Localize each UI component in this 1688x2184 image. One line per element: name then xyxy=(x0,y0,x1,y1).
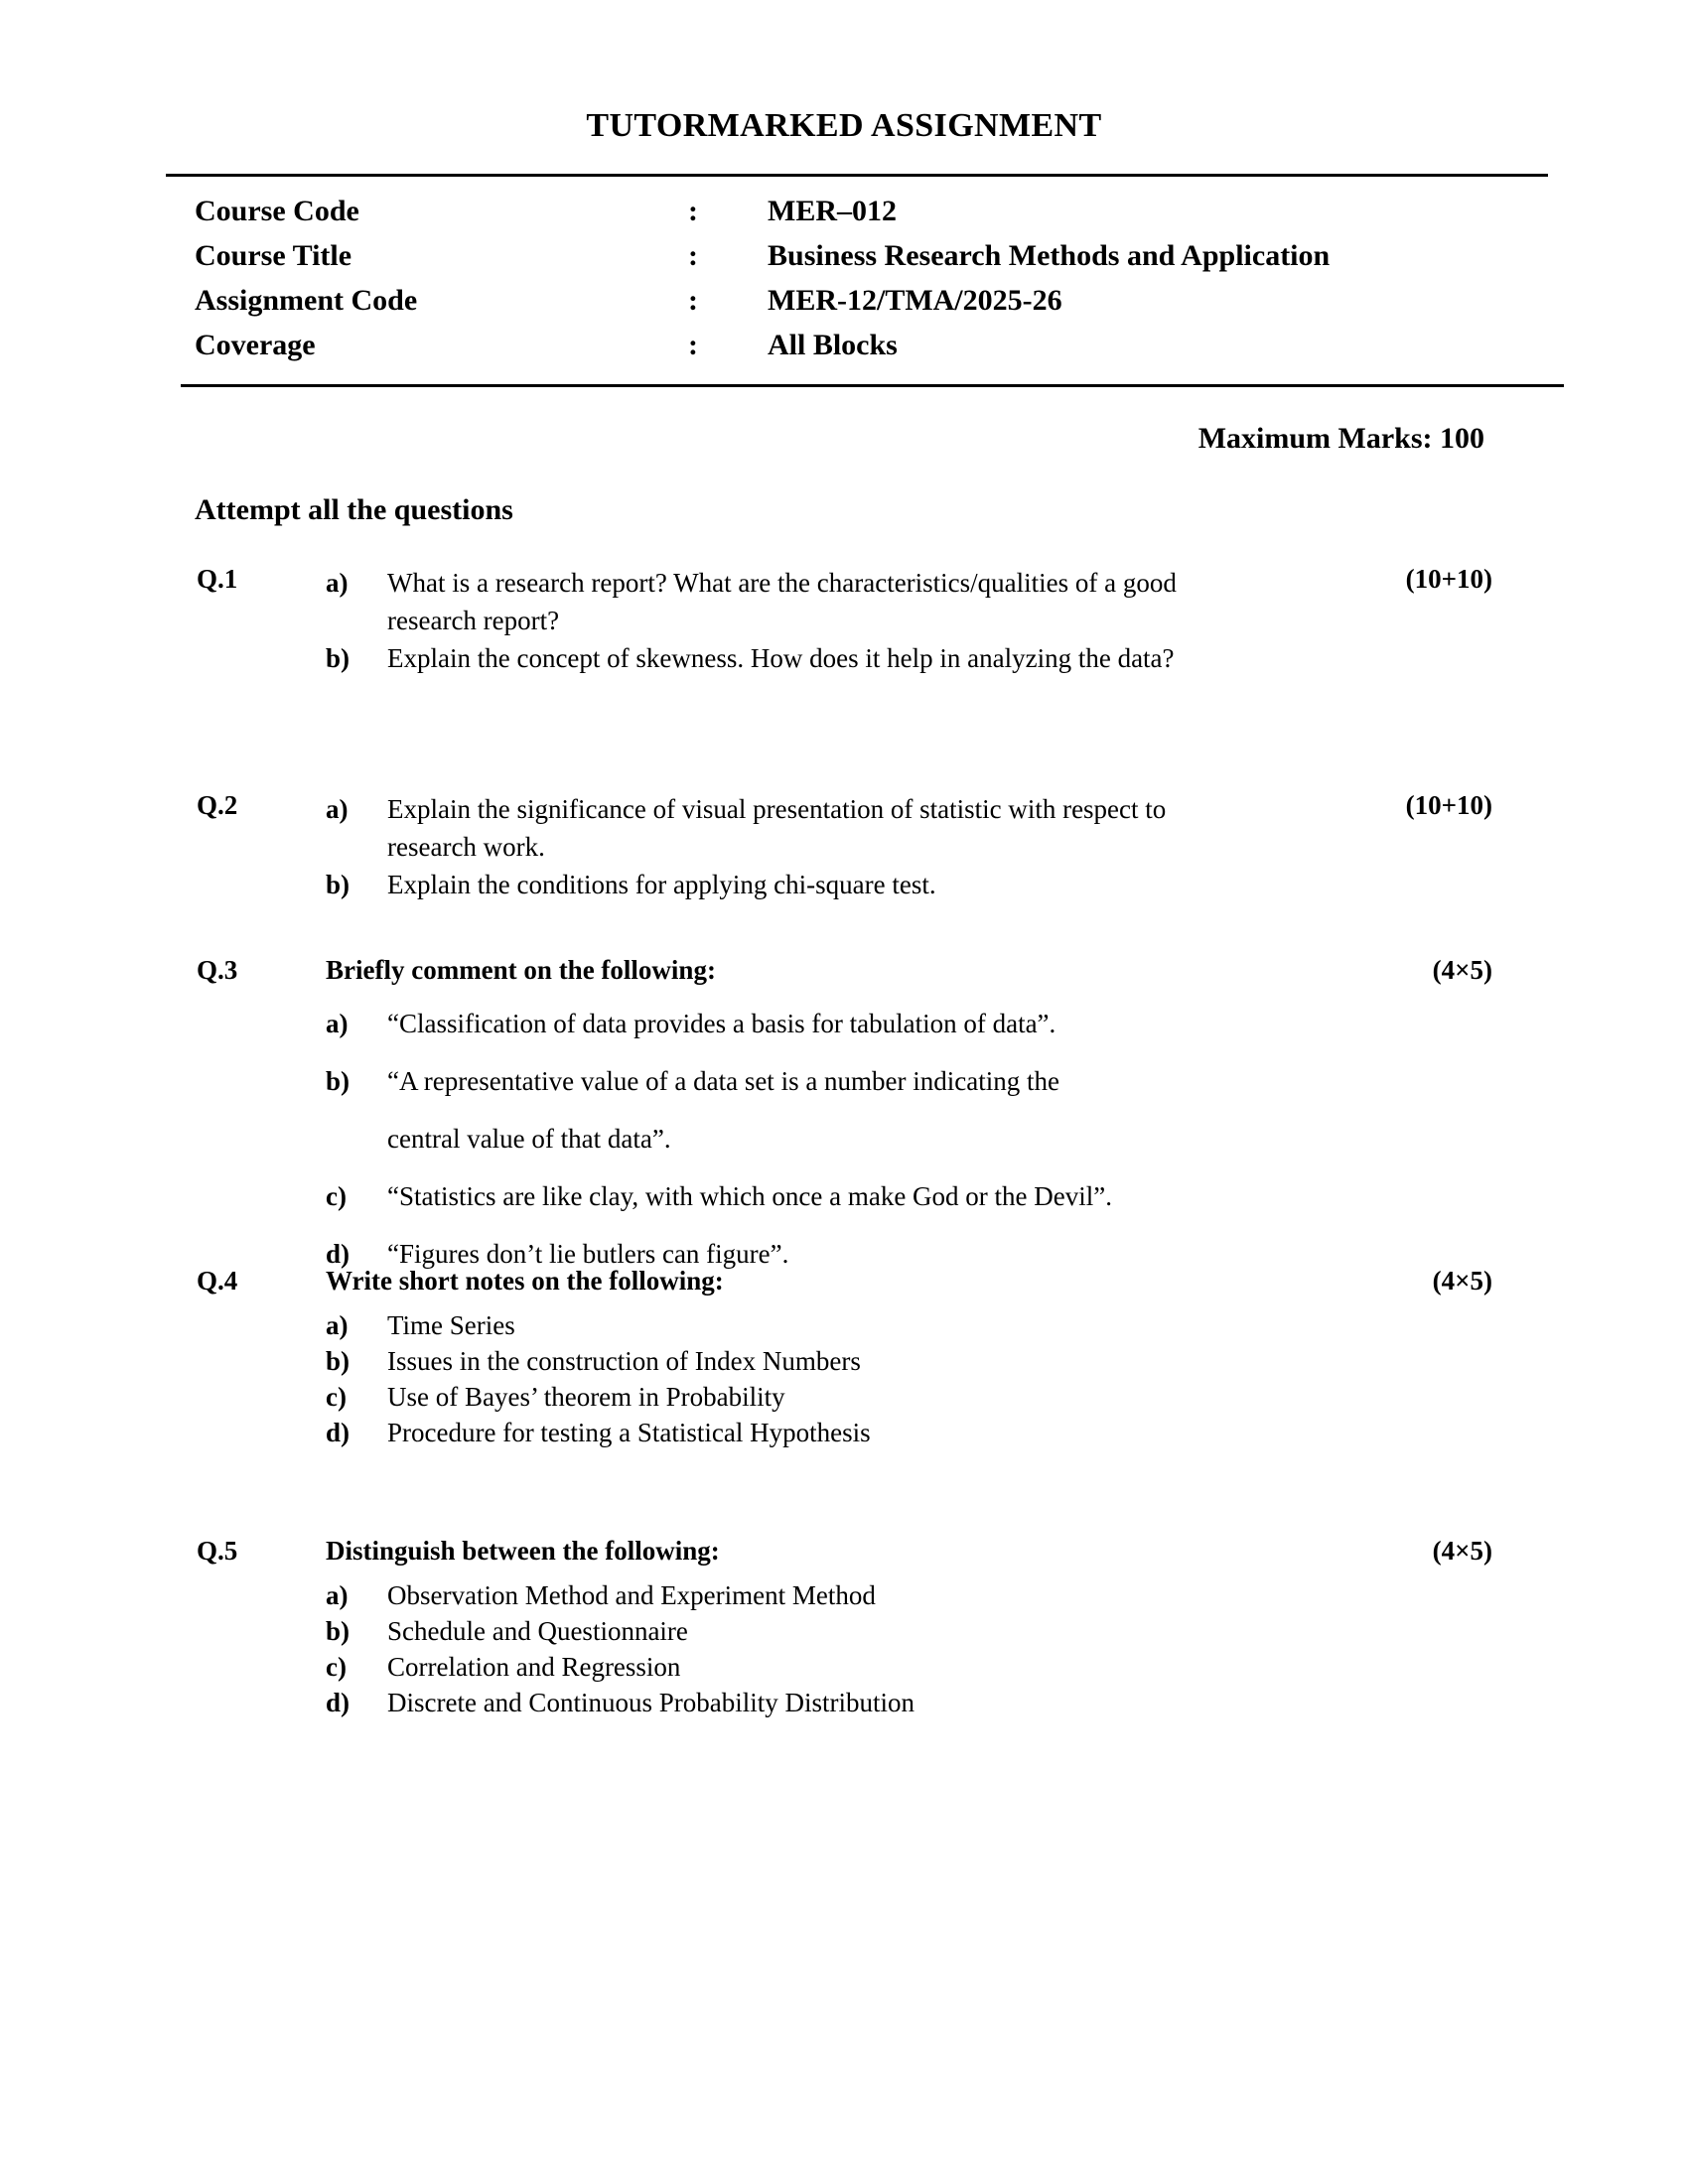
sub-question-item xyxy=(0,1613,1688,1649)
sub-question-text: Discrete and Continuous Probability Distribution xyxy=(387,1688,914,1717)
question-marks: (4×5) xyxy=(1432,1536,1492,1566)
sub-question-letter: c) xyxy=(326,1652,347,1682)
maximum-marks: Maximum Marks: 100 xyxy=(1197,422,1484,455)
question-header xyxy=(0,955,1688,995)
sub-question-list xyxy=(0,790,1688,903)
sub-question-text: Explain the conditions for applying chi-square test. xyxy=(387,870,936,899)
sub-question-letter: b) xyxy=(326,1346,351,1376)
instruction-attempt-all: Attempt all the questions xyxy=(195,493,513,526)
question-number: Q.5 xyxy=(197,1536,238,1566)
meta-label: Course Title xyxy=(195,239,352,272)
course-meta-table xyxy=(195,195,1565,373)
question-number: Q.1 xyxy=(197,564,238,594)
meta-label: Course Code xyxy=(195,195,359,227)
questions-list xyxy=(0,564,1688,1734)
question-marks: (10+10) xyxy=(1405,790,1492,820)
sub-question-text: “A representative value of a data set is a number indicating the central value of that data”. xyxy=(387,1066,1059,1154)
question-block xyxy=(0,790,1688,927)
meta-label: Assignment Code xyxy=(195,284,418,317)
sub-question-item xyxy=(0,1415,1688,1450)
page-title: TUTORMARKED ASSIGNMENT xyxy=(586,107,1102,144)
sub-question-item xyxy=(0,1649,1688,1685)
question-header xyxy=(0,1536,1688,1577)
sub-question-letter: d) xyxy=(326,1418,351,1447)
sub-question-item xyxy=(0,866,1688,903)
sub-question-text: Use of Bayes’ theorem in Probability xyxy=(387,1382,785,1412)
question-heading: Distinguish between the following: xyxy=(326,1536,720,1566)
sub-question-letter: b) xyxy=(326,870,351,899)
sub-question-letter: a) xyxy=(326,1009,349,1038)
meta-label: Coverage xyxy=(195,329,316,361)
sub-question-text: Explain the concept of skewness. How does it help in analyzing the data? xyxy=(387,643,1175,673)
sub-question-letter: a) xyxy=(326,1580,349,1610)
sub-question-item xyxy=(0,564,1688,639)
meta-value: All Blocks xyxy=(768,329,898,361)
sub-question-item xyxy=(0,1167,1688,1225)
sub-question-letter: c) xyxy=(326,1382,347,1412)
sub-question-letter: d) xyxy=(326,1239,351,1269)
meta-colon: : xyxy=(688,195,698,227)
sub-question-text: Schedule and Questionnaire xyxy=(387,1616,688,1646)
sub-question-list xyxy=(0,1307,1688,1450)
question-heading: Write short notes on the following: xyxy=(326,1266,724,1296)
header-divider-top xyxy=(166,174,1548,177)
meta-row-assignment-code xyxy=(195,284,1565,329)
sub-question-item xyxy=(0,1577,1688,1613)
sub-question-text: Correlation and Regression xyxy=(387,1652,681,1682)
sub-question-list xyxy=(0,995,1688,1283)
sub-question-text: Time Series xyxy=(387,1310,515,1340)
sub-question-item xyxy=(0,1052,1688,1167)
sub-question-text: Procedure for testing a Statistical Hypothesis xyxy=(387,1418,871,1447)
question-number: Q.4 xyxy=(197,1266,238,1296)
question-block xyxy=(0,955,1688,1269)
question-number: Q.3 xyxy=(197,955,238,985)
question-number: Q.2 xyxy=(197,790,238,820)
meta-value: Business Research Methods and Application xyxy=(768,239,1331,272)
sub-question-item xyxy=(0,1379,1688,1415)
sub-question-item xyxy=(0,790,1688,866)
header-divider-bottom xyxy=(181,384,1564,387)
sub-question-item xyxy=(0,1307,1688,1343)
sub-question-letter: c) xyxy=(326,1181,347,1211)
sub-question-text: “Figures don’t lie butlers can figure”. xyxy=(387,1239,789,1269)
sub-question-letter: a) xyxy=(326,568,349,598)
sub-question-text: Observation Method and Experiment Method xyxy=(387,1580,876,1610)
sub-question-text: Explain the significance of visual presentation of statistic with respect to research work. xyxy=(387,794,1167,862)
sub-question-letter: a) xyxy=(326,794,349,824)
sub-question-list xyxy=(0,564,1688,677)
sub-question-text: “Statistics are like clay, with which once a make God or the Devil”. xyxy=(387,1181,1113,1211)
sub-question-letter: b) xyxy=(326,643,351,673)
sub-question-item xyxy=(0,639,1688,677)
sub-question-text: What is a research report? What are the characteristics/qualities of a good research report? xyxy=(387,568,1177,635)
question-marks: (10+10) xyxy=(1405,564,1492,594)
sub-question-list xyxy=(0,1577,1688,1720)
sub-question-item xyxy=(0,1343,1688,1379)
sub-question-letter: a) xyxy=(326,1310,349,1340)
question-block xyxy=(0,1536,1688,1734)
question-marks: (4×5) xyxy=(1432,1266,1492,1296)
question-block xyxy=(0,1266,1688,1464)
meta-row-course-title xyxy=(195,239,1565,284)
question-header xyxy=(0,1266,1688,1307)
sub-question-letter: b) xyxy=(326,1616,351,1646)
question-marks: (4×5) xyxy=(1432,955,1492,985)
sub-question-letter: d) xyxy=(326,1688,351,1717)
sub-question-item xyxy=(0,995,1688,1052)
meta-colon: : xyxy=(688,284,698,317)
sub-question-letter: b) xyxy=(326,1066,351,1096)
meta-colon: : xyxy=(688,329,698,361)
meta-value: MER-12/TMA/2025-26 xyxy=(768,284,1062,317)
meta-row-course-code xyxy=(195,195,1565,239)
question-heading: Briefly comment on the following: xyxy=(326,955,716,985)
sub-question-text: Issues in the construction of Index Numbers xyxy=(387,1346,861,1376)
sub-question-text: “Classification of data provides a basis for tabulation of data”. xyxy=(387,1009,1056,1038)
meta-row-coverage xyxy=(195,329,1565,373)
sub-question-item xyxy=(0,1685,1688,1720)
question-block xyxy=(0,564,1688,735)
meta-colon: : xyxy=(688,239,698,272)
meta-value: MER–012 xyxy=(768,195,897,227)
